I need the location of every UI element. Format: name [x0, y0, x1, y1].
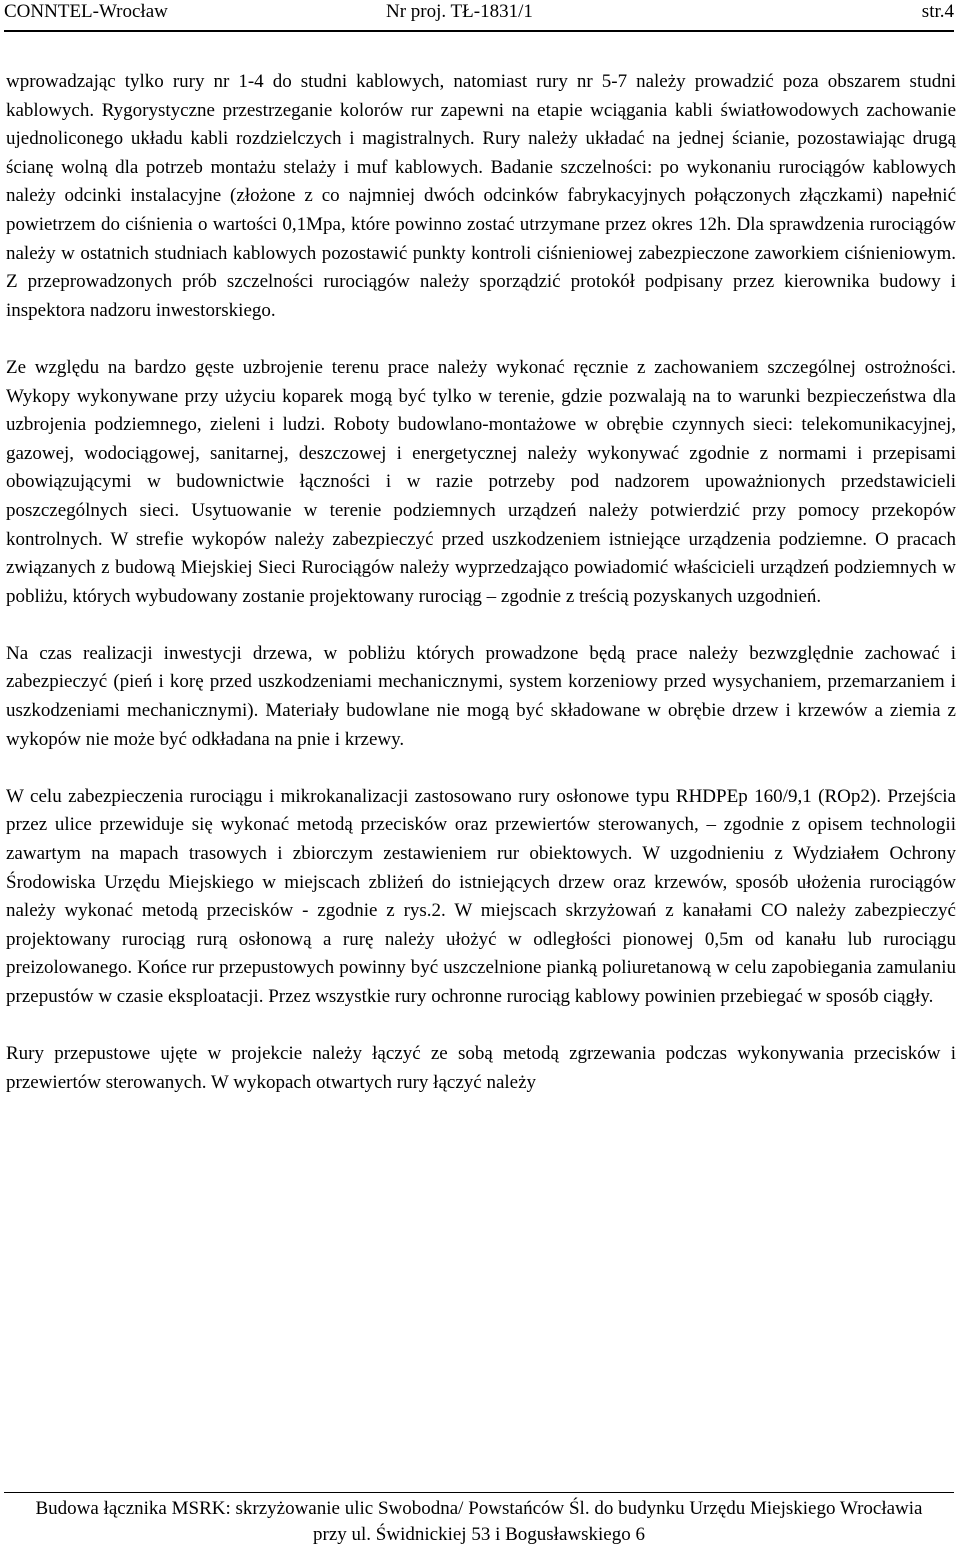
paragraph-excavation-safety: Ze względu na bardzo gęste uzbrojenie terenu prace należy wykonać ręcznie z zachowaniem szczególnej ostrożności. Wykopy wykonywane przy użyciu koparek mogą być tylko w terenie, gdzie pozwalają na to warunki bezpieczeństwa dla uzbrojenia podziemnego, zieleni i ludzi. Roboty budowlano-montażowe w obrębie czynnych sieci: telekomunikacyjnej, gazowej, wodociągowej, sanitarnej, deszczowej i energetycznej należy wykonywać zgodnie z normami i przepisami obowiązującymi w budownictwie łączności i w razie potrzeby pod nadzorem upoważnionych przedstawicieli poszczególnych sieci. Usytuowanie w terenie podziemnych urządzeń należy potwierdzić przy pomocy przekopów kontrolnych. W strefie wykopów należy zabezpieczyć przed uszkodzeniem istniejące urządzenia podziemne. O pracach związanych z budową Miejskiej Sieci Rurociągów należy wyprzedzająco powiadomić właścicieli urządzeń podziemnych w pobliżu, których wybudowany zostanie projektowany rurociąg – zgodnie z treścią pozyskanych uzgodnień. [6, 356, 956, 607]
paragraph-pipes-tightness: wprowadzając tylko rury nr 1-4 do studni kablowych, natomiast rury nr 5-7 należy prowadzić poza obszarem studni kablowych. Rygorystyczne przestrzeganie kolorów rur zapewni na etapie wciągania kabli światłowodowych zachowanie ujednoliconego układu kabli rozdzielczych i magistralnych. Rury należy układać na jednej ścianie, pozostawiając drugą ścianę wolną dla potrzeb montażu stelaży i muf kablowych. Badanie szczelności: po wykonaniu rurociągów kablowych należy odcinki instalacyjne (złożone z co najmniej dwóch odcinków fabrykacyjnych połączonych złączkami) napełnić powietrzem do ciśnienia o wartości 0,1Mpa, które powinno zostać utrzymane przez okres 12h. Dla sprawdzenia rurociągów należy w ostatnich studniach kablowych pozostawić punkty kontroli ciśnieniowej zabezpieczone zaworkiem ciśnieniowym. Z przeprowadzonych prób szczelności rurociągów należy sporządzić protokół podpisany przez kierownika budowy i inspektora nadzoru inwestorskiego. [6, 71, 956, 321]
header-page-number: str.4 [921, 1, 954, 22]
paragraph-pipe-joining: Rury przepustowe ujęte w projekcie należy łączyć ze sobą metodą zgrzewania podczas wykonywania przecisków i przewiertów sterowanych. W wykopach otwartych rury łączyć należy [6, 1043, 956, 1093]
page-header [4, 0, 954, 32]
footer-line-1: Budowa łącznika MSRK: skrzyżowanie ulic Swobodna/ Powstańców Śl. do budynku Urzędu Miejskiego Wrocławia [35, 1498, 923, 1519]
paragraph-protective-pipes: W celu zabezpieczenia rurociągu i mikrokanalizacji zastosowano rury osłonowe typu RHDPEp 160/9,1 (ROp2). Przejścia przez ulice przewiduje się wykonać metodą przecisków oraz przewiertów sterowanych, – zgodnie z opisem technologii zawartym na mapach trasowych i zbiorczym zestawieniem rur obiektowych. W uzgodnieniu z Wydziałem Ochrony Środowiska Urzędu Miejskiego w miejscach zbliżeń do istniejących drzew oraz krzewów, sposób ułożenia rurociągów należy wykonać metodą przecisków - zgodnie z rys.2. W miejscach skrzyżowań z kanałami CO należy zabezpieczyć projektowany rurociąg rurą osłonową a rurę należy ułożyć w odległości pionowej 0,5m od kanału lub rurociągu preizolowanego. Końce rur przepustowych powinny być uszczelnione pianką poliuretanową w celu zapobiegania zamulaniu przepustów w czasie eksploatacji. Przez wszystkie rury ochronne rurociąg kablowy powinien przebiegać w sposób ciągły. [6, 785, 956, 1007]
document-body [6, 68, 956, 1097]
page-footer [4, 1496, 954, 1548]
header-company: CONNTEL-Wrocław [4, 1, 168, 22]
footer-line-2: przy ul. Świdnickiej 53 i Bogusławskiego 6 [313, 1524, 645, 1545]
footer-divider [4, 1492, 954, 1493]
header-project-number: Nr proj. TŁ-1831/1 [386, 1, 533, 22]
paragraph-tree-protection: Na czas realizacji inwestycji drzewa, w pobliżu których prowadzone będą prace należy bezwzględnie zachować i zabezpieczyć (pień i korę przed uszkodzeniami mechanicznymi, system korzeniowy przed wysychaniem, przemarzaniem i uszkodzeniami mechanicznymi). Materiały budowlane nie mogą być składowane w obrębie drzew i krzewów a ziemia z wykopów nie może być odkładana na pnie i krzewy. [6, 642, 956, 750]
